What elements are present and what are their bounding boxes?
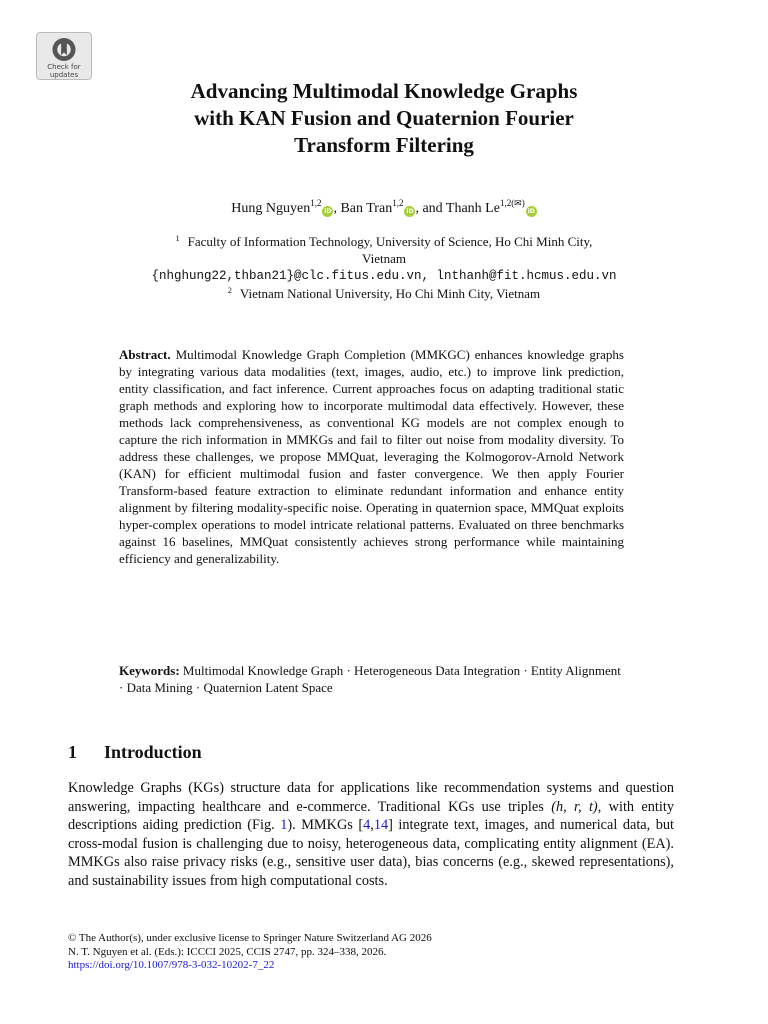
abstract-label: Abstract. [119, 347, 171, 362]
bookmark-icon [51, 37, 77, 62]
abstract-text: Multimodal Knowledge Graph Completion (MMKGC) enhances knowledge graphs by integrating various data modalities (text, images, audio, etc.) to improve link prediction, entity classification, and fact inference. Current approaches focus on adapting traditional static graph methods and exploring how to incorporate multimodal data effectively. However, these methods lack comprehensiveness, as conventional KG models are not complex enough to capture the rich information in MMKGs and fail to filter out noise from modality diversity. To address these challenges, we propose MMQuat, leveraging the Kolmogorov-Arnold Network (KAN) for efficient multimodal fusion and faster convergence. We then apply Fourier Transform-based feature extraction to eliminate redundant information and enhance entity alignment by filtering modality-specific noise. Operating in quaternion space, MMQuat exploits hyper-complex operations to model intricate relational patterns. Evaluated on three benchmarks against 16 baselines, MMQuat consistently achieves strong performance while maintaining efficiency and generalizability. [119, 347, 624, 566]
citation-link[interactable]: 4 [363, 817, 371, 833]
proceedings-line: N. T. Nguyen et al. (Eds.): ICCCI 2025, CCIS 2747, pp. 324–338, 2026. [68, 945, 387, 958]
keywords [119, 662, 624, 696]
figure-link[interactable]: 1 [280, 817, 288, 833]
copyright-footer [68, 932, 688, 973]
section-heading: 1 Introduction [68, 742, 202, 762]
keywords-text: Multimodal Knowledge Graph · Heterogeneous Data Integration · Entity Alignment · Data Mining · Quaternion Latent Space [119, 663, 621, 695]
affiliation-2: $^2$ Vietnam National University, Ho Chi Minh City, Vietnam [227, 286, 541, 301]
orcid-icon[interactable]: iD [324, 208, 332, 215]
doi-link[interactable]: https://doi.org/10.1007/978-3-032-10202-7_22 [68, 959, 275, 971]
copyright-line: © The Author(s), under exclusive license to Springer Nature Switzerland AG 2026 [68, 932, 432, 944]
author-name: Thanh Le [445, 201, 500, 216]
author-name: Ban Tran [340, 201, 393, 216]
triple-math: (h, r, t) [551, 798, 598, 815]
author-list: Hung Nguyen$^{1,2}$iD , Ban Tran$^{1,2}$iD , and Thanh $Le^{1,2(✉)}iD$ [231, 198, 535, 216]
affiliation-1: $^1$ Faculty of Information Technology, University of Science, Ho Chi Minh City, Vietnam [175, 234, 593, 266]
badge-text: Check for updates [47, 63, 81, 79]
orcid-icon[interactable]: iD [406, 208, 414, 215]
intro-paragraph: Knowledge Graphs (KGs) structure data for applications like recommendation systems and question answering, impacting healthcare and e-commerce. Traditional KGs use triples (h, r, t), with entity descriptions aiding prediction (Fig. 1). MMKGs [4,14] integrate text, images, and numerical data, but cross-modal fusion is challenging due to noisy, heterogeneous data, complicating entity alignment (EA). MMKGs also raise privacy risks (e.g., sensitive user data), bias concerns (e.g., skewed representations), and sustainability issues from high computational costs. [68, 780, 674, 889]
citation-link[interactable]: 14 [373, 817, 389, 833]
keywords-label: Keywords: [119, 663, 180, 678]
orcid-icon[interactable]: iD [527, 208, 535, 215]
check-for-updates-badge[interactable] [36, 32, 92, 80]
author-name: Hung Nguyen [231, 201, 311, 216]
author-emails: {nhghung22,thban21}@clc.fitus.edu.vn, lnthanh@fit.hcmus.edu.vn [151, 269, 617, 283]
abstract [119, 346, 624, 567]
paper-title: Advancing Multimodal Knowledge Graphs with KAN Fusion and Quaternion Fourier Transform Filtering [190, 79, 578, 157]
